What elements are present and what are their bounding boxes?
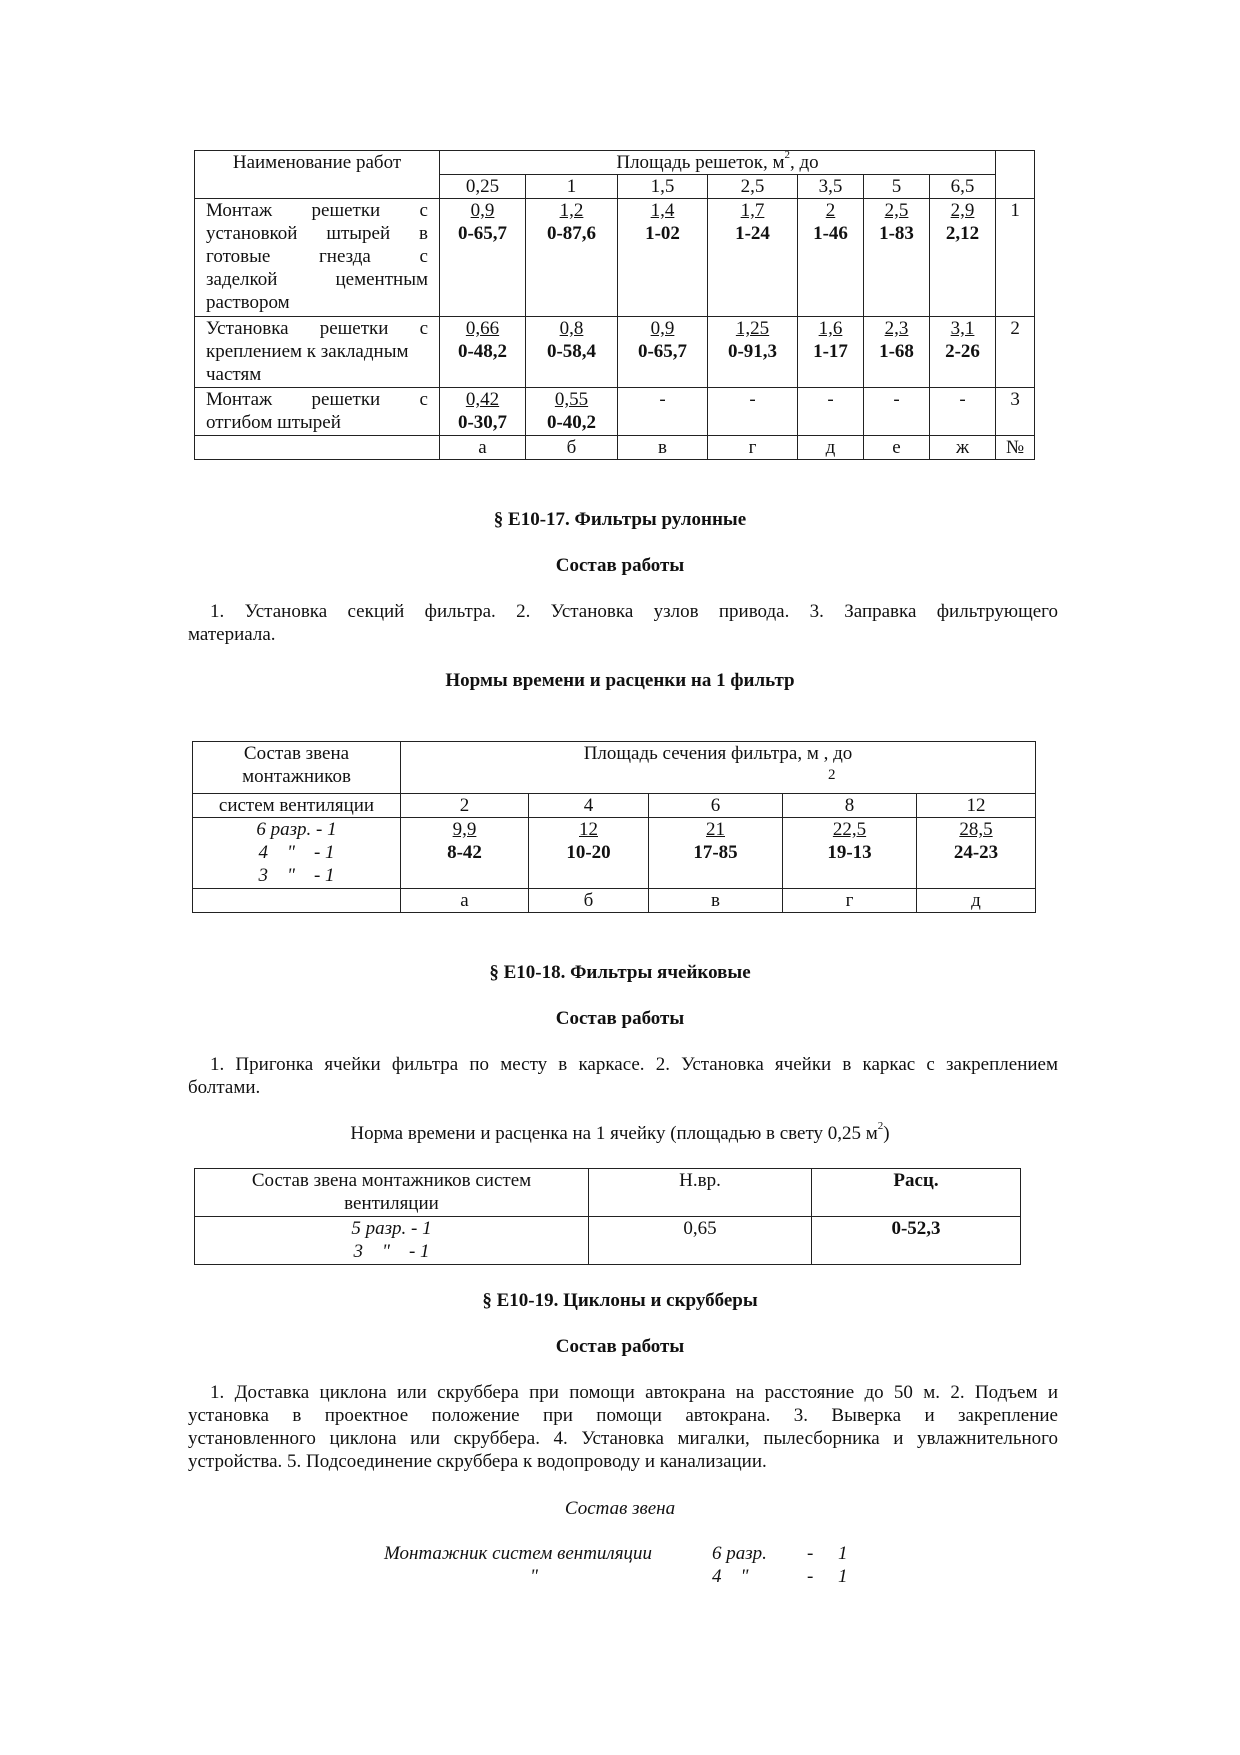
row-number: 2 <box>996 317 1035 388</box>
norm-cell: 1,6 1-17 <box>798 317 864 388</box>
crew-header: Состав звена монтажников систем вентиляции <box>195 1169 589 1217</box>
norm-cell: 9,9 8-42 <box>401 818 529 889</box>
letters-blank <box>193 889 401 913</box>
size-header: 6,5 <box>930 175 996 199</box>
table-row <box>195 388 1035 436</box>
norm-cell-empty: - <box>930 388 996 436</box>
crew-count: 1 <box>838 1566 848 1587</box>
crew-composition: 6 разр. - 1 4 " - 1 3 " - 1 <box>193 818 401 889</box>
table-row <box>195 1217 1021 1265</box>
size-header: 4 <box>529 794 649 818</box>
size-header: 1 <box>526 175 618 199</box>
column-letter: а <box>440 436 526 460</box>
section-e10-18-title: § Е10-18. Фильтры ячейковые <box>489 962 751 983</box>
size-header: 12 <box>917 794 1036 818</box>
size-header: 1,5 <box>618 175 708 199</box>
norm-cell: 0,9 0-65,7 <box>440 199 526 317</box>
roll-filters-norms-table <box>192 741 1036 913</box>
norm-cell: 0,8 0-58,4 <box>526 317 618 388</box>
norm-cell: 2,9 2,12 <box>930 199 996 317</box>
norm-cell: 21 17-85 <box>649 818 783 889</box>
norm-cell: 0,9 0-65,7 <box>618 317 708 388</box>
norm-cell: 22,5 19-13 <box>783 818 917 889</box>
size-header: 2 <box>401 794 529 818</box>
column-letter: е <box>864 436 930 460</box>
table-row <box>193 818 1036 889</box>
norm-cell: 1,2 0-87,6 <box>526 199 618 317</box>
norm-cell: 28,5 24-23 <box>917 818 1036 889</box>
column-letter: г <box>708 436 798 460</box>
work-name: Монтаж решетки с установкой штырей в готовые гнезда с заделкой цементным раствором <box>195 199 440 317</box>
section-e10-18-paragraph: 1. Пригонка ячейки фильтра по месту в каркасе. 2. Установка ячейки в каркас с закреплением болтами. <box>188 1054 1058 1098</box>
column-letter: д <box>798 436 864 460</box>
norm-cell: 0,42 0-30,7 <box>440 388 526 436</box>
norm-cell: 2,5 1-83 <box>864 199 930 317</box>
norm-cell: 1,4 1-02 <box>618 199 708 317</box>
work-composition-heading: Состав работы <box>555 1008 685 1029</box>
filter-area-header: Площадь сечения фильтра, м , до 2 <box>401 742 1036 794</box>
work-composition-heading: Состав работы <box>555 1336 685 1357</box>
size-header: 5 <box>864 175 930 199</box>
size-header: 6 <box>649 794 783 818</box>
table-row <box>195 317 1035 388</box>
crew-role-ditto: " <box>530 1566 538 1587</box>
size-header: 0,25 <box>440 175 526 199</box>
column-letter: в <box>649 889 783 913</box>
cell-filters-norms-table <box>194 1168 1021 1265</box>
crew-rank: 6 разр. <box>712 1543 767 1564</box>
crew-header-line: систем вентиляции <box>193 794 401 818</box>
number-label: № <box>996 436 1035 460</box>
norm-cell: 3,1 2-26 <box>930 317 996 388</box>
rate-header: Расц. <box>812 1169 1021 1217</box>
size-header: 3,5 <box>798 175 864 199</box>
norm-heading: Норма времени и расценка на 1 ячейку (площадью в свету 0,25 $м^2$) <box>350 1120 890 1144</box>
table-row <box>195 199 1035 317</box>
crew-dash: - <box>807 1566 814 1587</box>
size-header: 2,5 <box>708 175 798 199</box>
column-letter: а <box>401 889 529 913</box>
header-work-name: Наименование работ <box>195 151 440 199</box>
norms-heading: Нормы времени и расценки на 1 фильтр <box>445 670 795 691</box>
norm-cell-empty: - <box>798 388 864 436</box>
norm-cell: 2 1-46 <box>798 199 864 317</box>
crew-rank: 4 " <box>712 1566 749 1587</box>
rate-value: 0-52,3 <box>812 1217 1021 1265</box>
norm-cell: 1,25 0-91,3 <box>708 317 798 388</box>
norm-header: Н.вр. <box>589 1169 812 1217</box>
crew-composition: 5 разр. - 1 3 " - 1 <box>195 1217 589 1265</box>
crew-count: 1 <box>838 1543 848 1564</box>
section-e10-19-paragraph: 1. Доставка циклона или скруббера при помощи автокрана на расстояние до 50 м. 2. Подъем и установка в проектное положение при помощи автокрана. 3. Выверка и закрепление установленного циклона или скруббера. 4. Установка мигалки, пылесборника и увлажнительного устройства. 5. Подсоединение скруббера к водопроводу и канализации. <box>188 1382 1058 1472</box>
norm-cell-empty: - <box>618 388 708 436</box>
crew-header: Состав звена монтажников <box>193 742 401 794</box>
norm-cell-empty: - <box>864 388 930 436</box>
column-letter: г <box>783 889 917 913</box>
norm-value: 0,65 <box>589 1217 812 1265</box>
work-composition-heading: Состав работы <box>555 555 685 576</box>
crew-role: Монтажник систем вентиляции <box>384 1543 653 1564</box>
norm-cell-empty: - <box>708 388 798 436</box>
norm-cell: 0,66 0-48,2 <box>440 317 526 388</box>
letters-blank <box>195 436 440 460</box>
section-e10-17-title: § Е10-17. Фильтры рулонные <box>493 509 747 530</box>
norm-cell: 0,55 0-40,2 <box>526 388 618 436</box>
grates-norms-table <box>194 150 1035 460</box>
column-letter: б <box>526 436 618 460</box>
norm-cell: 1,7 1-24 <box>708 199 798 317</box>
row-number: 3 <box>996 388 1035 436</box>
section-e10-19-title: § Е10-19. Циклоны и скрубберы <box>482 1290 758 1311</box>
section-e10-17-paragraph: 1. Установка секций фильтра. 2. Установка узлов привода. 3. Заправка фильтрующего материала. <box>188 601 1058 645</box>
norm-cell: 12 10-20 <box>529 818 649 889</box>
header-number-blank <box>996 151 1035 199</box>
crew-dash: - <box>807 1543 814 1564</box>
header-grate-area: Площадь решеток, $м^2$, до <box>440 151 996 175</box>
crew-composition-heading: Состав звена <box>564 1498 676 1519</box>
column-letter: д <box>917 889 1036 913</box>
column-letter: ж <box>930 436 996 460</box>
work-name: Монтаж решетки с отгибом штырей <box>195 388 440 436</box>
column-letter: в <box>618 436 708 460</box>
row-number: 1 <box>996 199 1035 317</box>
size-header: 8 <box>783 794 917 818</box>
norm-cell: 2,3 1-68 <box>864 317 930 388</box>
work-name: Установка решетки с креплением к закладным частям <box>195 317 440 388</box>
column-letter: б <box>529 889 649 913</box>
